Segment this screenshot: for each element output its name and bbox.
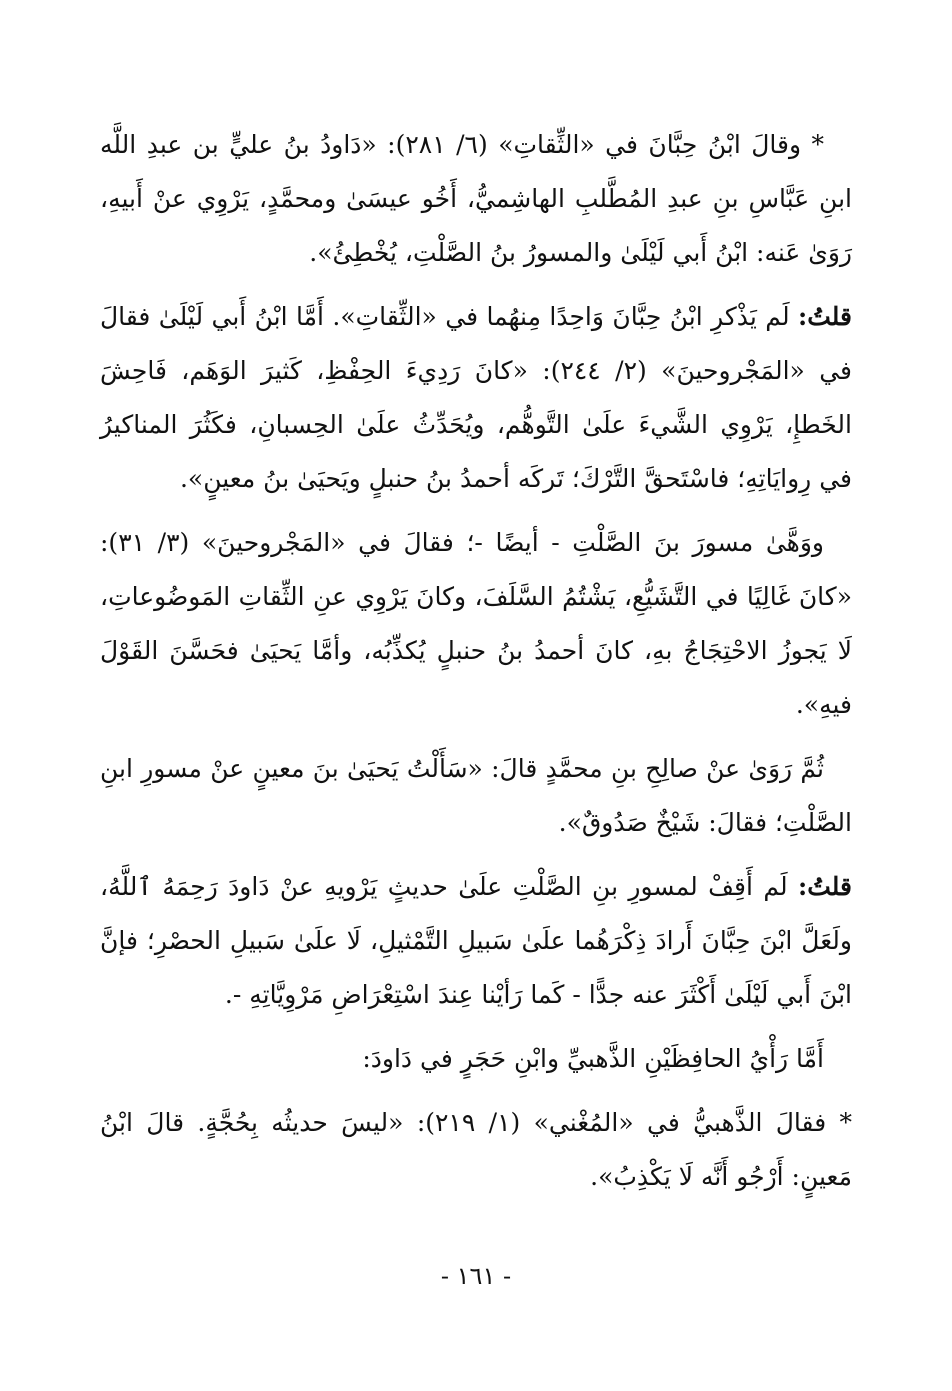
paragraph-text: ثُمَّ رَوَىٰ عنْ صالِحِ بنِ محمَّدٍ قالَ: «سَأَلْتُ يَحيَىٰ بنَ معينٍ عنْ مسورِ ابنِ الصَّلْتِ؛ فقالَ: شَيْخٌ صَدُوقٌ». <box>100 754 852 837</box>
paragraph-text: لَم أَقِفْ لمسورِ بنِ الصَّلْتِ علَىٰ حديثٍ يَرْويهِ عنْ دَاودَ رَحِمَهُ ٱللَّهُ، ولَعَلَّ ابْنَ حِبَّانَ أَرادَ ذِكْرَهُما علَىٰ سَبيلِ التَّمْثيلِ، لَا علَىٰ سَبيلِ الحصْرِ؛ فإنَّ ابْنَ أَبي لَيْلَىٰ أَكْثَرَ عنه جدًّا - كَما رَأيْنا عِندَ اسْتِعْرَاضِ مَرْوِيَّاتِهِ -. <box>100 872 852 1009</box>
page-number: - ١٦١ - <box>440 1262 512 1290</box>
paragraph-qultu-2 <box>100 860 852 1022</box>
paragraph-lead: قلتُ: <box>797 302 852 331</box>
paragraph-dhahabi-ibn-hajar <box>100 1032 852 1086</box>
paragraph-text: * وقالَ ابْنُ حِبَّانَ في «الثِّقاتِ» (٦/ ٢٨١): «دَاودُ بنُ عليٍّ بن عبدِ اللَّه ابنِ عَبَّاسِ بنِ عبدِ المُطَّلبِ الهاشِميُّ، أَخُو عيسَىٰ ومحمَّدٍ، يَرْوِي عنْ أَبيهِ، رَوَىٰ عَنه: ابْنُ أَبي لَيْلَىٰ والمسورُ بنُ الصَّلْتِ، يُخْطِئُ». <box>100 130 852 267</box>
paragraph-musawwir <box>100 516 852 732</box>
paragraph-text: * فقالَ الذَّهبيُّ في «المُغْني» (١/ ٢١٩): «ليسَ حديثُه بِحُجَّةٍ. قالَ ابْنُ مَعينٍ: أَرْجُو أَنَّه لَا يَكْذِبُ». <box>100 1108 852 1191</box>
paragraph-text: أَمَّا رَأْيُ الحافِظَيْنِ الذَّهبيِّ وابْنِ حَجَرٍ في دَاودَ: <box>362 1044 824 1073</box>
paragraph-lead: قلتُ: <box>797 872 852 901</box>
paragraph-text: لَم يَذْكرِ ابْنُ حِبَّانَ وَاحِدًا مِنهُما في «الثِّقاتِ». أَمَّا ابْنُ أَبي لَيْلَىٰ فقالَ في «المَجْروحينَ» (٢/ ٢٤٤): «كانَ رَدِيءَ الحِفْظِ، كَثيرَ الوَهَم، فَاحِشَ الخَطإِ، يَرْوِي الشَّيءَ علَىٰ التَّوهُّم، ويُحَدِّثُ علَىٰ الحِسبانِ، فكَثُرَ المناكيرُ في رِوايَاتِهِ؛ فاسْتَحقَّ التَّرْكَ؛ تَركَه أحمدُ بنُ حنبلٍ ويَحيَىٰ بنُ معينٍ». <box>100 302 852 493</box>
paragraph-ibn-hibban-thiqat <box>100 118 852 280</box>
paragraph-salih-ibn-muhammad <box>100 742 852 850</box>
page-body <box>100 118 852 1214</box>
paragraph-mughni <box>100 1096 852 1204</box>
paragraph-qultu-1 <box>100 290 852 506</box>
paragraph-text: ووَهَّىٰ مسورَ بنَ الصَّلْتِ - أيضًا -؛ فقالَ في «المَجْروحينَ» (٣/ ٣١): «كانَ غَالِيًا في التَّشَيُّعِ، يَشْتُمُ السَّلَفَ، وكانَ يَرْوِي عنِ الثِّقاتِ المَوضُوعاتِ، لَا يَجوزُ الاحْتِجَاجُ بهِ، كانَ أحمدُ بنُ حنبلٍ يُكذِّبُه، وأمَّا يَحيَىٰ فحَسَّنَ القَوْلَ فيهِ». <box>100 528 852 719</box>
